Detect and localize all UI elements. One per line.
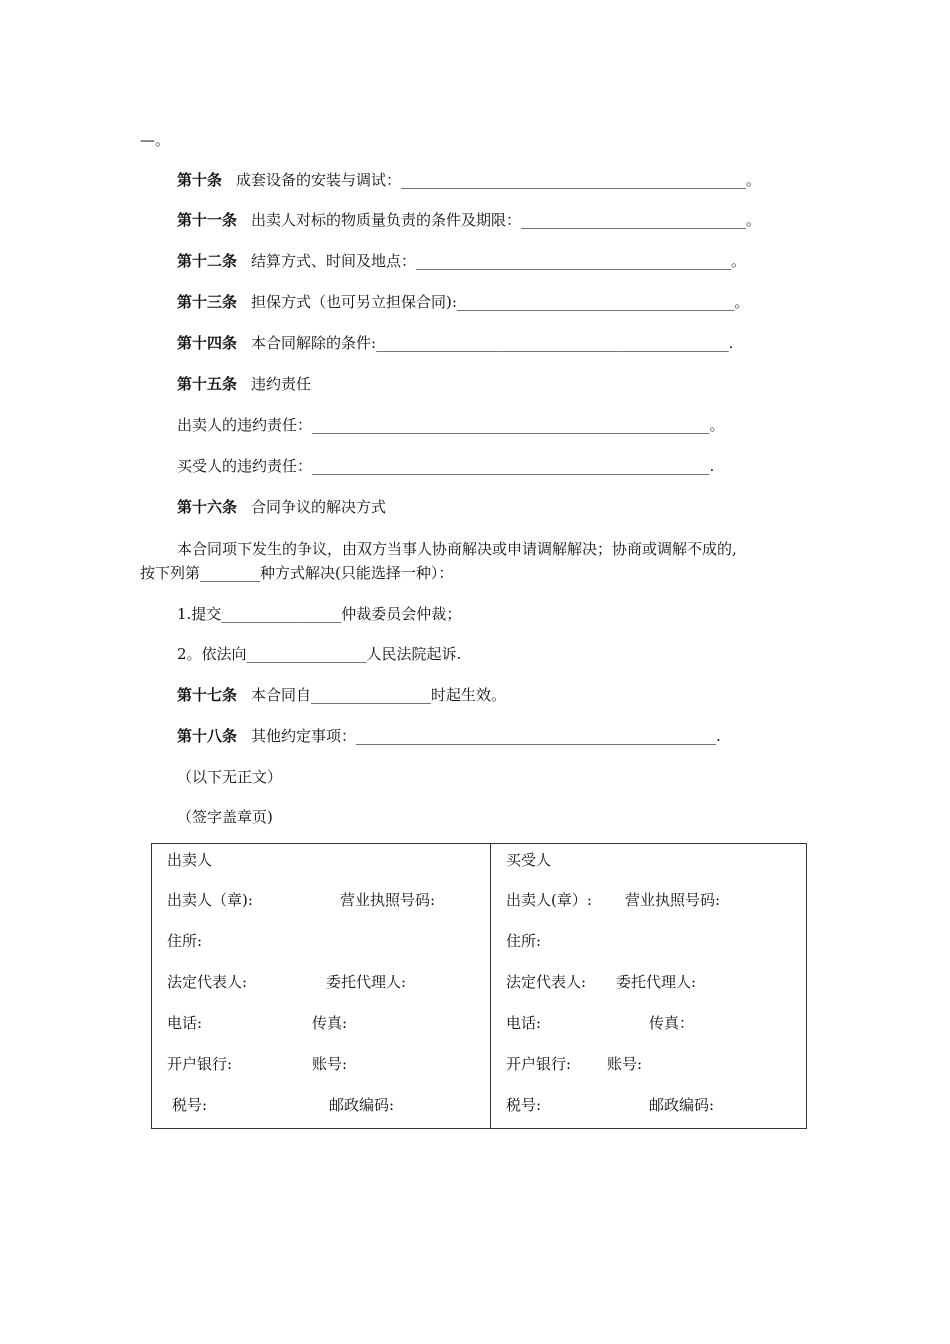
option-arbitration: 1.提交________________仲裁委员会仲裁； (177, 605, 462, 623)
article-15 (177, 374, 311, 394)
buyer-tax-field: 税号: (506, 1096, 542, 1114)
article-14-label: 第十四条 (177, 334, 238, 352)
table-divider (490, 844, 491, 1128)
signature-table (151, 843, 807, 1129)
article-18-label: 第十八条 (177, 727, 238, 745)
article-10 (177, 170, 761, 190)
buyer-address-field: 住所: (506, 932, 542, 950)
article-18-text: 其他约定事项：________________________________________________. (251, 727, 721, 745)
article-10-label: 第十条 (177, 171, 223, 189)
dispute-line-2: 按下列第________种方式解决(只能选择一种）： (140, 564, 454, 582)
buyer-account-field: 账号: (607, 1055, 643, 1073)
article-16 (177, 497, 386, 517)
buyer-license-field: 营业执照号码: (625, 891, 721, 909)
seller-agent-field: 委托代理人: (326, 973, 407, 991)
seller-tax-field: 税号: (172, 1096, 208, 1114)
seller-seal-field: 出卖人（章): (167, 891, 253, 909)
article-12 (177, 251, 746, 271)
buyer-agent-field: 委托代理人: (616, 973, 697, 991)
article-12-label: 第十二条 (177, 252, 238, 270)
buyer-bank-field: 开户银行: (506, 1055, 572, 1073)
article-17-text: 本合同自________________时起生效。 (251, 686, 507, 704)
seller-bank-field: 开户银行: (167, 1055, 233, 1073)
seller-phone-field: 电话: (167, 1014, 203, 1032)
no-text-below: （以下无正文） (177, 768, 283, 786)
fragment-text: —。 (140, 131, 171, 149)
seller-license-field: 营业执照号码: (340, 891, 436, 909)
buyer-legal-rep-field: 法定代表人: (506, 973, 587, 991)
buyer-heading: 买受人 (506, 851, 552, 869)
buyer-phone-field: 电话: (506, 1014, 542, 1032)
seller-account-field: 账号: (312, 1055, 348, 1073)
article-14-text: 本合同解除的条件:_______________________________________________. (251, 334, 734, 352)
article-15-label: 第十五条 (177, 375, 238, 393)
article-16-label: 第十六条 (177, 498, 238, 516)
article-11-label: 第十一条 (177, 211, 238, 229)
buyer-liability: 买受人的违约责任：_____________________________________________________. (177, 457, 715, 475)
buyer-seal-field: 出卖人(章）: (506, 891, 592, 909)
seller-heading: 出卖人 (167, 851, 213, 869)
article-18 (177, 726, 721, 746)
buyer-postcode-field: 邮政编码: (649, 1096, 715, 1114)
seller-liability: 出卖人的违约责任：_____________________________________________________。 (177, 416, 725, 434)
seller-legal-rep-field: 法定代表人: (167, 973, 248, 991)
seller-postcode-field: 邮政编码: (329, 1096, 395, 1114)
article-13-label: 第十三条 (177, 293, 238, 311)
seller-address-field: 住所: (167, 932, 203, 950)
option-court: 2。依法向________________人民法院起诉. (177, 645, 462, 663)
article-13-text: 担保方式（也可另立担保合同):_____________________________________。 (251, 293, 750, 311)
dispute-line-1: 本合同项下发生的争议，由双方当事人协商解决或申请调解解决；协商或调解不成的, (177, 540, 737, 558)
article-16-text: 合同争议的解决方式 (251, 498, 387, 516)
article-13 (177, 292, 749, 312)
article-17-label: 第十七条 (177, 686, 238, 704)
article-10-text: 成套设备的安装与调试：______________________________________________。 (236, 171, 762, 189)
signature-page-note: （签字盖章页) (177, 808, 273, 826)
article-14 (177, 333, 733, 353)
seller-fax-field: 传真: (312, 1014, 348, 1032)
buyer-fax-field: 传真： (649, 1014, 695, 1032)
article-11-text: 出卖人对标的物质量负责的条件及期限：______________________________。 (251, 211, 762, 229)
article-17 (177, 685, 506, 705)
article-12-text: 结算方式、时间及地点：__________________________________________。 (251, 252, 747, 270)
article-11 (177, 210, 761, 230)
article-15-text: 违约责任 (251, 375, 312, 393)
